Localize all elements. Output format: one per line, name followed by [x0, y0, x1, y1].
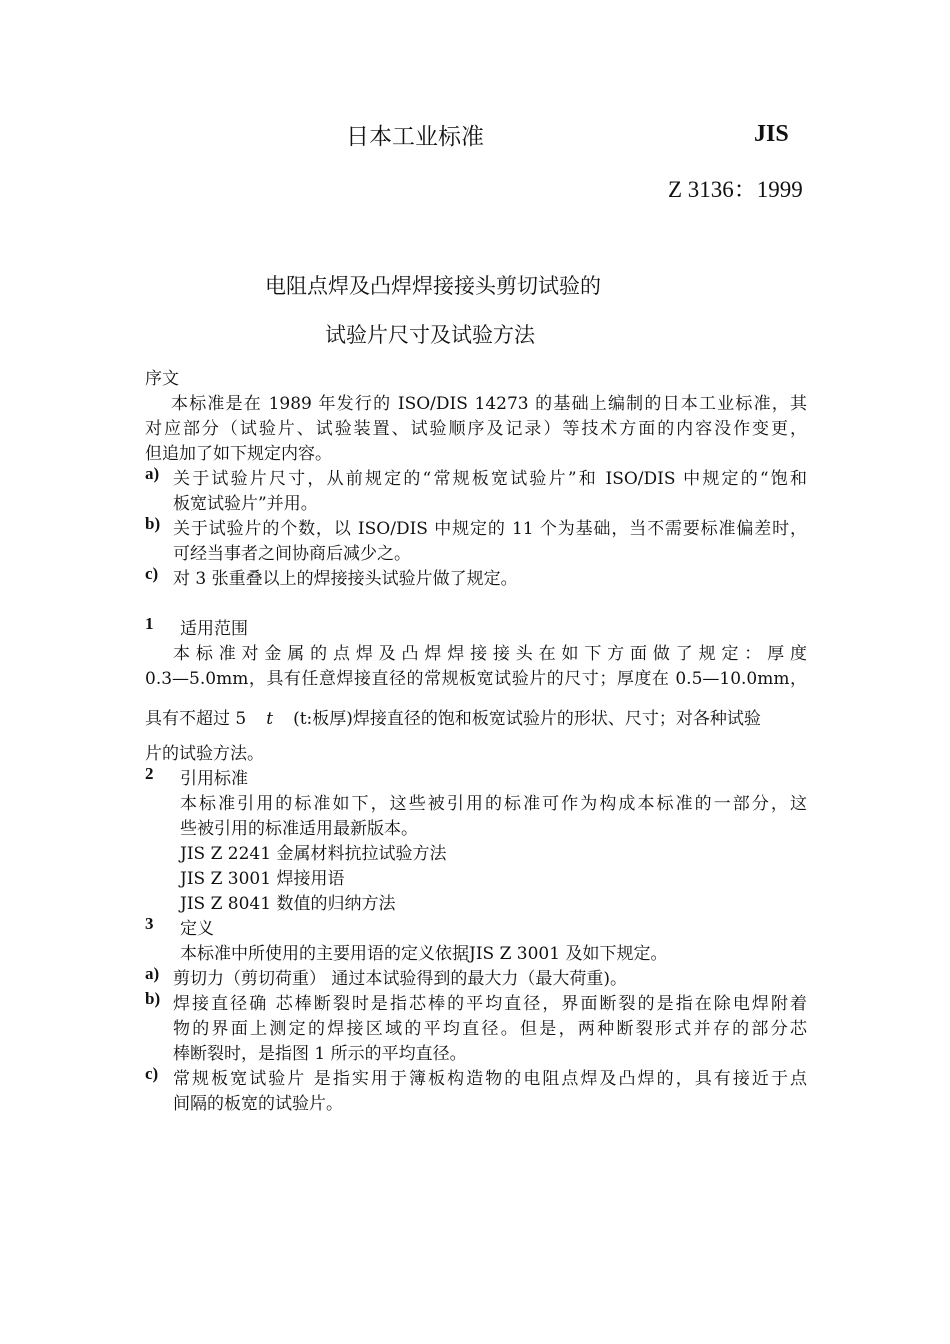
- header-org: 日本工业标准: [346, 124, 484, 150]
- section-3-item-b-tag: b): [145, 989, 161, 1008]
- section-3-item-c-tag: c): [145, 1064, 159, 1083]
- section-2-ref-1: JIS Z 2241 金属材料抗拉试验方法: [180, 844, 447, 864]
- preface-para-line-1: 本标准是在 1989 年发行的 ISO/DIS 14273 的基础上编制的日本工业标准，其: [171, 394, 807, 414]
- section-1-line-1: 本标准对金属的点焊及凸焊焊接接头在如下方面做了规定：厚度: [173, 644, 807, 664]
- preface-para-line-3: 但追加了如下规定内容。: [145, 444, 332, 464]
- section-2-number: 2: [145, 764, 154, 783]
- section-3-item-a-tag: a): [145, 964, 160, 983]
- preface-item-c-tag: c): [145, 564, 159, 583]
- section-1-line-3-post: (t:板厚)焊接直径的饱和板宽试验片的形状、尺寸；对各种试验: [293, 709, 761, 729]
- preface-item-b-tag: b): [145, 514, 161, 533]
- section-2-ref-3: JIS Z 8041 数值的归纳方法: [180, 894, 396, 914]
- title-line-1: 电阻点焊及凸焊焊接接头剪切试验的: [265, 274, 601, 298]
- title-line-2: 试验片尺寸及试验方法: [325, 323, 535, 347]
- preface-item-c-line-1: 对 3 张重叠以上的焊接接头试验片做了规定。: [173, 569, 518, 589]
- section-2-line-2: 些被引用的标准适用最新版本。: [180, 819, 418, 839]
- preface-para-line-2: 对应部分（试验片、试验装置、试验顺序及记录）等技术方面的内容没作变更，: [145, 419, 807, 439]
- section-2-heading: 引用标准: [180, 769, 248, 789]
- section-2-line-1: 本标准引用的标准如下，这些被引用的标准可作为构成本标准的一部分，这: [180, 794, 807, 814]
- section-3-item-b-line-1: 焊接直径确 芯棒断裂时是指芯棒的平均直径，界面断裂的是指在除电焊附着: [173, 994, 807, 1014]
- section-3-item-a-line-1: 剪切力（剪切荷重） 通过本试验得到的最大力（最大荷重)。: [173, 969, 628, 989]
- preface-item-b-line-1: 关于试验片的个数，以 ISO/DIS 中规定的 11 个为基础，当不需要标准偏差时，: [173, 519, 807, 539]
- preface-item-b-line-2: 可经当事者之间协商后减少之。: [173, 544, 411, 564]
- preface-item-a-line-1: 关于试验片尺寸，从前规定的“常规板宽试验片”和 ISO/DIS 中规定的“饱和: [173, 469, 807, 489]
- section-1-line-4: 片的试验方法。: [145, 744, 264, 764]
- section-1-heading: 适用范围: [180, 619, 248, 639]
- header-jis: JIS: [754, 121, 789, 147]
- section-3-item-b-line-3: 棒断裂时，是指图 1 所示的平均直径。: [173, 1044, 467, 1064]
- preface-item-a-tag: a): [145, 464, 160, 483]
- section-3-item-c-line-2: 间隔的板宽的试验片。: [173, 1094, 343, 1114]
- section-3-intro: 本标准中所使用的主要用语的定义依据JIS Z 3001 及如下规定。: [180, 944, 668, 964]
- section-3-heading: 定义: [180, 919, 214, 939]
- section-2-ref-2: JIS Z 3001 焊接用语: [180, 869, 345, 889]
- section-3-item-b-line-2: 物的界面上测定的焊接区域的平均直径。但是，两种断裂形式并存的部分芯: [173, 1019, 807, 1039]
- section-1-line-3-pre: 具有不超过 5: [145, 709, 247, 729]
- section-1-line-3: [145, 704, 761, 729]
- section-1-line-2: 0.3—5.0mm，具有任意焊接直径的常规板宽试验片的尺寸；厚度在 0.5—10.0mm，: [145, 669, 807, 689]
- section-3-item-c-line-1: 常规板宽试验片 是指实用于簿板构造物的电阻点焊及凸焊的，具有接近于点: [173, 1069, 807, 1089]
- preface-heading: 序文: [145, 369, 179, 389]
- section-3-number: 3: [145, 914, 154, 933]
- preface-item-a-line-2: 板宽试验片”并用。: [173, 494, 318, 514]
- section-1-number: 1: [145, 614, 154, 633]
- section-1-thickness-symbol: t: [266, 709, 274, 729]
- header-code: Z 3136：1999: [668, 177, 803, 202]
